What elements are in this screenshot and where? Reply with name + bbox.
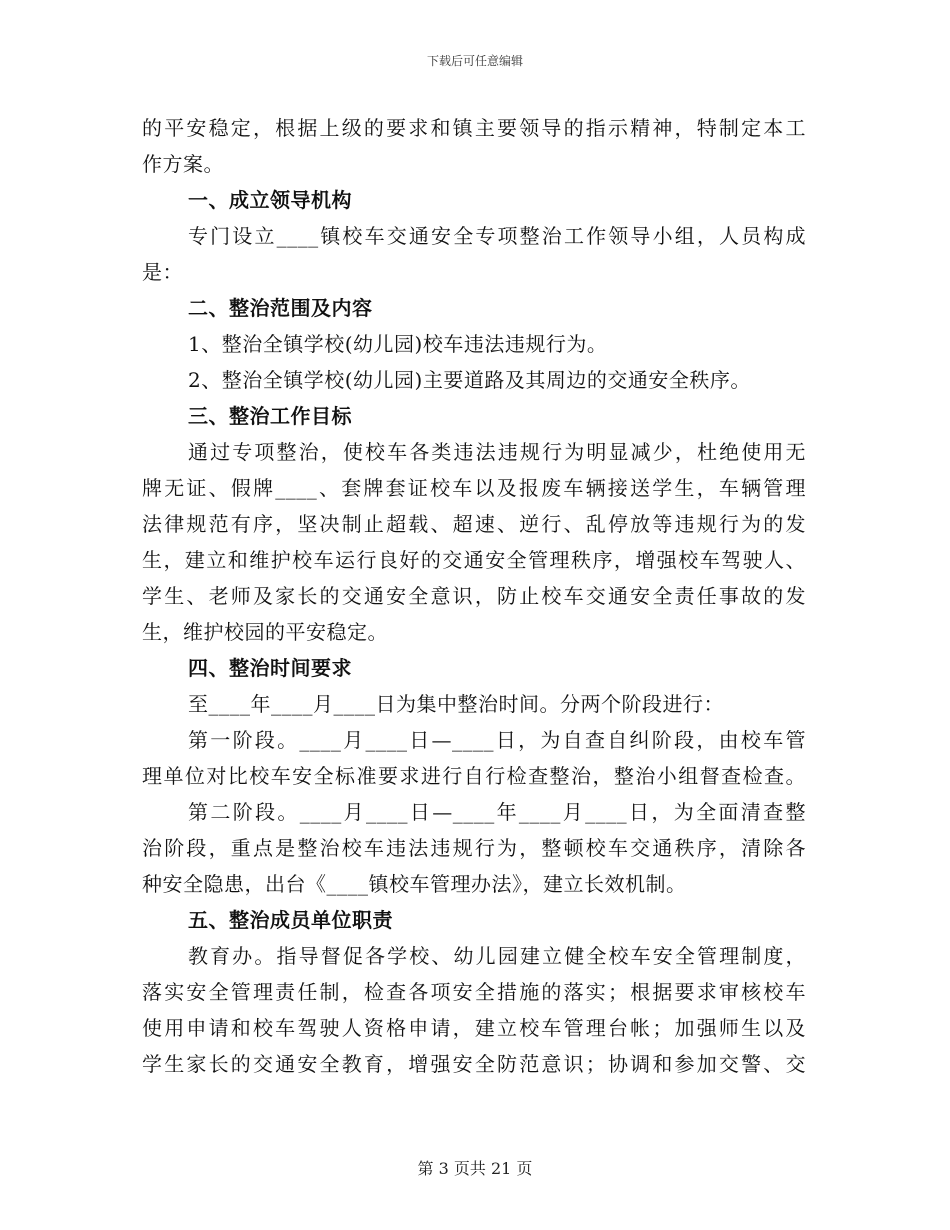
section-heading: 三、整治工作目标 xyxy=(188,404,352,428)
paragraph-line: 种安全隐患，出台《____镇校车管理办法》，建立长效机制。 xyxy=(142,872,687,896)
section-heading: 四、整治时间要求 xyxy=(188,656,352,680)
paragraph-line: 生，建立和维护校车运行良好的交通安全管理秩序，增强校车驾驶人、 xyxy=(142,548,806,572)
paragraph-line: 第一阶段。____月____日—____日，为自查自纠阶段，由校车管 xyxy=(188,728,806,752)
section-heading: 一、成立领导机构 xyxy=(188,188,352,212)
paragraph-line: 落实安全管理责任制，检查各项安全措施的落实；根据要求审核校车 xyxy=(142,980,806,1004)
section-heading: 二、整治范围及内容 xyxy=(188,296,373,320)
paragraph-line: 2、整治全镇学校(幼儿园)主要道路及其周边的交通安全秩序。 xyxy=(188,368,751,392)
paragraph-line: 理单位对比校车安全标准要求进行自行检查整治，整治小组督查检查。 xyxy=(142,764,806,788)
paragraph-line: 学生、老师及家长的交通安全意识，防止校车交通安全责任事故的发 xyxy=(142,584,806,608)
paragraph-line: 专门设立____镇校车交通安全专项整治工作领导小组，人员构成 xyxy=(188,224,806,248)
paragraph-line: 通过专项整治，使校车各类违法违规行为明显减少，杜绝使用无 xyxy=(188,440,806,464)
paragraph-line: 牌无证、假牌____、套牌套证校车以及报废车辆接送学生，车辆管理 xyxy=(142,476,806,500)
paragraph-line: 法律规范有序，坚决制止超载、超速、逆行、乱停放等违规行为的发 xyxy=(142,512,806,536)
paragraph-line: 教育办。指导督促各学校、幼儿园建立健全校车安全管理制度， xyxy=(188,944,806,968)
paragraph-line: 至____年____月____日为集中整治时间。分两个阶段进行： xyxy=(188,692,724,716)
page-header: 下载后可任意编辑 xyxy=(426,54,523,68)
paragraph-line: 的平安稳定，根据上级的要求和镇主要领导的指示精神，特制定本工 xyxy=(142,116,806,140)
paragraph-line: 学生家长的交通安全教育，增强安全防范意识；协调和参加交警、交 xyxy=(142,1052,806,1076)
section-heading: 五、整治成员单位职责 xyxy=(188,908,393,932)
paragraph-line: 是： xyxy=(142,260,183,284)
paragraph-line: 治阶段，重点是整治校车违法违规行为，整顿校车交通秩序，清除各 xyxy=(142,836,806,860)
paragraph-line: 作方案。 xyxy=(142,152,224,176)
paragraph-line: 生，维护校园的平安稳定。 xyxy=(142,620,388,644)
paragraph-line: 使用申请和校车驾驶人资格申请，建立校车管理台帐；加强师生以及 xyxy=(142,1016,806,1040)
paragraph-line: 第二阶段。____月____日—____年____月____日，为全面清查整 xyxy=(188,800,806,824)
page-footer: 第 3 页共 21 页 xyxy=(417,1159,533,1178)
paragraph-line: 1、整治全镇学校(幼儿园)校车违法违规行为。 xyxy=(188,332,608,356)
document-body xyxy=(142,110,806,1082)
